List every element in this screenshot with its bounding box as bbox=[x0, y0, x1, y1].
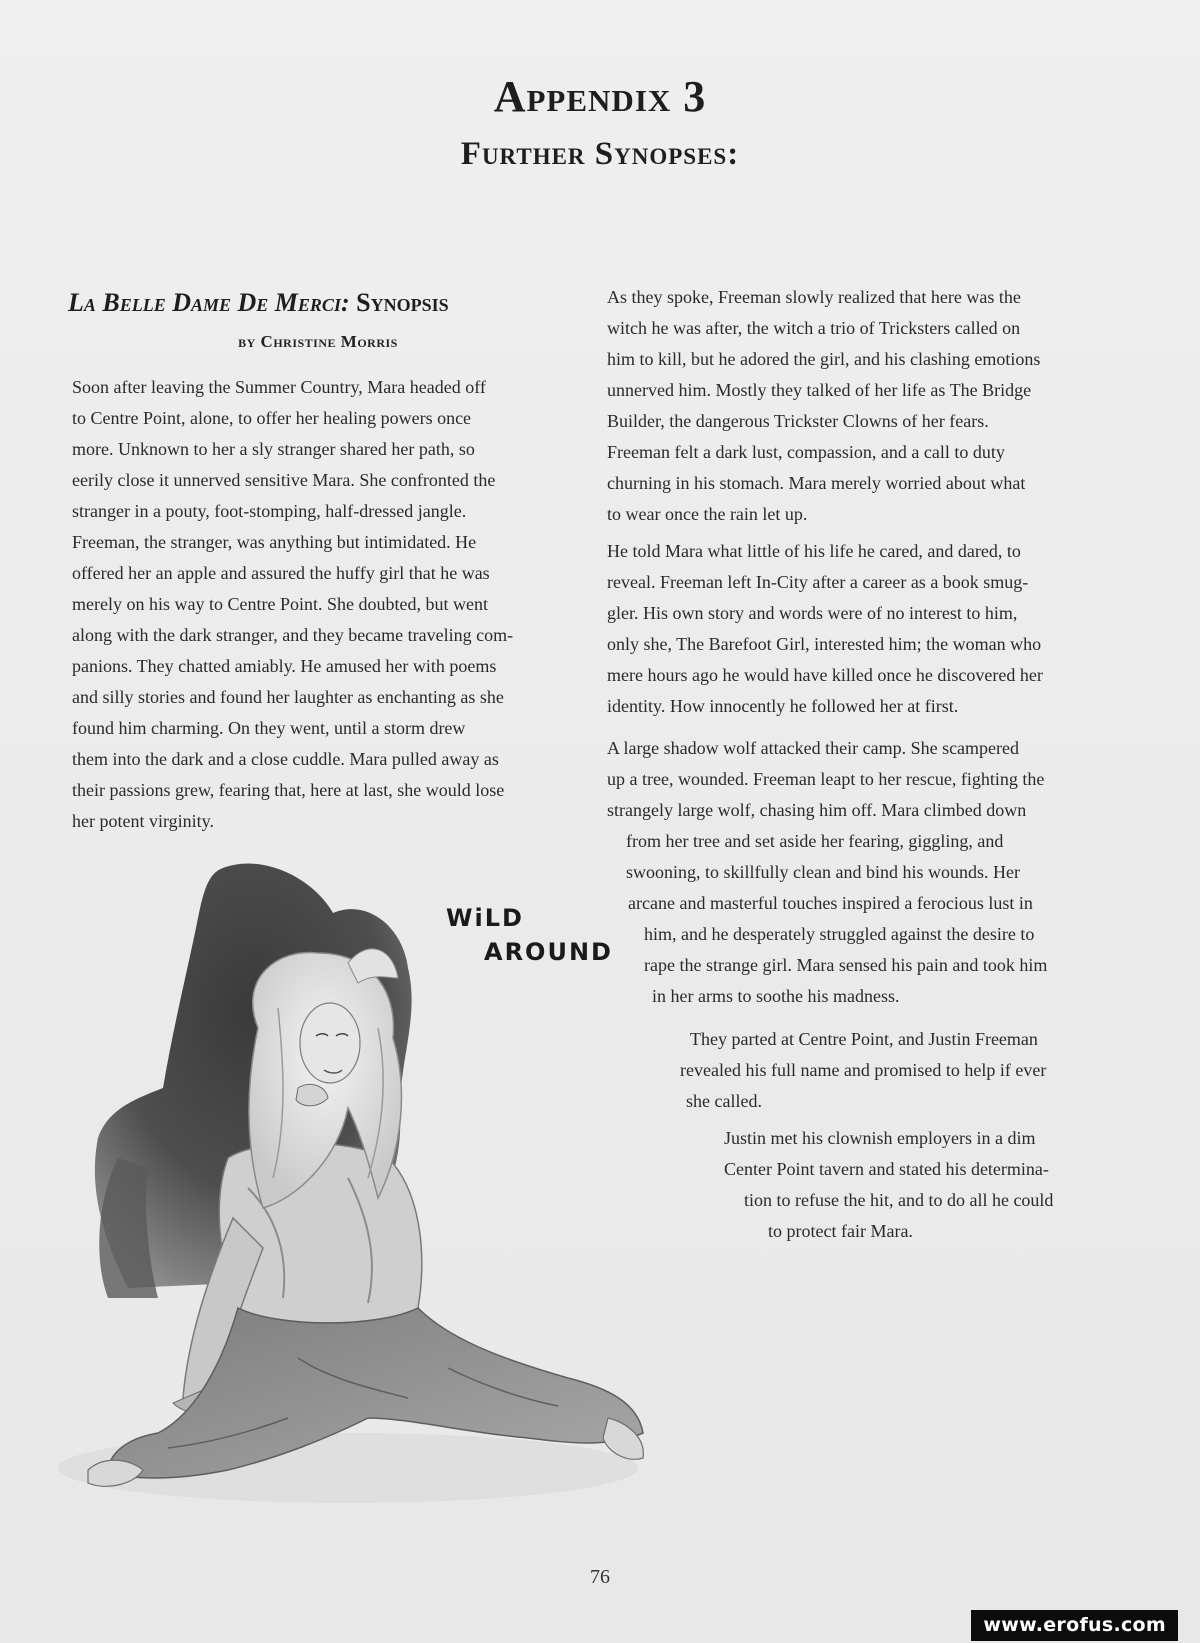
paragraph-3 bbox=[607, 536, 1043, 722]
text-line: swooning, to skillfully clean and bind his wounds. Her bbox=[626, 862, 1020, 882]
watermark-link[interactable]: www.erofus.com bbox=[971, 1610, 1178, 1641]
text-line: As they spoke, Freeman slowly realized that here was the bbox=[607, 287, 1021, 307]
text-line: Freeman, the stranger, was anything but intimidated. He bbox=[72, 532, 477, 552]
synopsis-title-italic: La Belle Dame De Merci: bbox=[68, 288, 350, 317]
text-line: from her tree and set aside her fearing, giggling, and bbox=[626, 831, 1004, 851]
lettering-line-2: AROUND bbox=[484, 938, 613, 966]
text-line: her potent virginity. bbox=[72, 811, 214, 831]
text-line: stranger in a pouty, foot-stomping, half-dressed jangle. bbox=[72, 501, 467, 521]
text-line: and silly stories and found her laughter as enchanting as she bbox=[72, 687, 504, 707]
text-line: to wear once the rain let up. bbox=[607, 504, 808, 524]
text-line: tion to refuse the hit, and to do all he could bbox=[744, 1190, 1054, 1210]
text-line: mere hours ago he would have killed once he discovered her bbox=[607, 665, 1043, 685]
text-line: their passions grew, fearing that, here at last, she would lose bbox=[72, 780, 505, 800]
text-line: him, and he desperately struggled against the desire to bbox=[644, 924, 1035, 944]
text-line: reveal. Freeman left In-City after a career as a book smug- bbox=[607, 572, 1029, 592]
text-line: she called. bbox=[686, 1091, 762, 1111]
text-line: him to kill, but he adored the girl, and his clashing emotions bbox=[607, 349, 1041, 369]
page-number: 76 bbox=[590, 1566, 610, 1588]
text-line: He told Mara what little of his life he cared, and dared, to bbox=[607, 541, 1021, 561]
paragraph-1 bbox=[72, 372, 513, 837]
text-line: arcane and masterful touches inspired a ferocious lust in bbox=[628, 893, 1033, 913]
text-line: to Centre Point, alone, to offer her healing powers once bbox=[72, 408, 472, 428]
text-line: panions. They chatted amiably. He amused her with poems bbox=[72, 656, 497, 676]
lettering-line-1: WiLD bbox=[446, 904, 524, 932]
text-line: churning in his stomach. Mara merely worried about what bbox=[607, 473, 1026, 493]
text-line: gler. His own story and words were of no interest to him, bbox=[607, 603, 1018, 623]
paragraph-2 bbox=[607, 282, 1040, 530]
text-line: unnerved him. Mostly they talked of her life as The Bridge bbox=[607, 380, 1032, 400]
text-line: to protect fair Mara. bbox=[768, 1221, 913, 1241]
appendix-subtitle: Further Synopses: bbox=[460, 136, 740, 172]
text-line: Freeman felt a dark lust, compassion, and a call to duty bbox=[607, 442, 1005, 462]
text-line: them into the dark and a close cuddle. Mara pulled away as bbox=[72, 749, 499, 769]
text-line: offered her an apple and assured the huffy girl that he was bbox=[72, 563, 490, 583]
byline: by Christine Morris bbox=[238, 332, 398, 351]
text-line: Justin met his clownish employers in a dim bbox=[724, 1128, 1036, 1148]
text-line: more. Unknown to her a sly stranger shared her path, so bbox=[72, 439, 475, 459]
text-line: found him charming. On they went, until a storm drew bbox=[72, 718, 466, 738]
text-line: strangely large wolf, chasing him off. Mara climbed down bbox=[607, 800, 1027, 820]
text-line: They parted at Centre Point, and Justin Freeman bbox=[690, 1029, 1038, 1049]
text-line: Soon after leaving the Summer Country, Mara headed off bbox=[72, 377, 486, 397]
text-line: up a tree, wounded. Freeman leapt to her rescue, fighting the bbox=[607, 769, 1045, 789]
paragraph-5 bbox=[680, 1024, 1047, 1117]
text-line: Center Point tavern and stated his determina- bbox=[724, 1159, 1049, 1179]
appendix-title: Appendix 3 bbox=[493, 72, 707, 121]
wild-around-lettering bbox=[446, 898, 646, 968]
text-line: Builder, the dangerous Trickster Clowns of her fears. bbox=[607, 411, 989, 431]
text-line: in her arms to soothe his madness. bbox=[652, 986, 900, 1006]
text-line: A large shadow wolf attacked their camp. She scampered bbox=[607, 738, 1020, 758]
text-line: merely on his way to Centre Point. She doubted, but went bbox=[72, 594, 488, 614]
text-line: rape the strange girl. Mara sensed his pain and took him bbox=[644, 955, 1048, 975]
text-line: eerily close it unnerved sensitive Mara. She confronted the bbox=[72, 470, 496, 490]
text-line: witch he was after, the witch a trio of Tricksters called on bbox=[607, 318, 1021, 338]
text-line: along with the dark stranger, and they became traveling com- bbox=[72, 625, 514, 645]
synopsis-title bbox=[68, 286, 568, 320]
synopsis-title-rest: Synopsis bbox=[349, 288, 449, 317]
text-line: only she, The Barefoot Girl, interested him; the woman who bbox=[607, 634, 1042, 654]
paragraph-4 bbox=[607, 733, 1047, 1012]
paragraph-6 bbox=[724, 1123, 1053, 1247]
text-line: identity. How innocently he followed her at first. bbox=[607, 696, 959, 716]
text-line: revealed his full name and promised to help if ever bbox=[680, 1060, 1047, 1080]
